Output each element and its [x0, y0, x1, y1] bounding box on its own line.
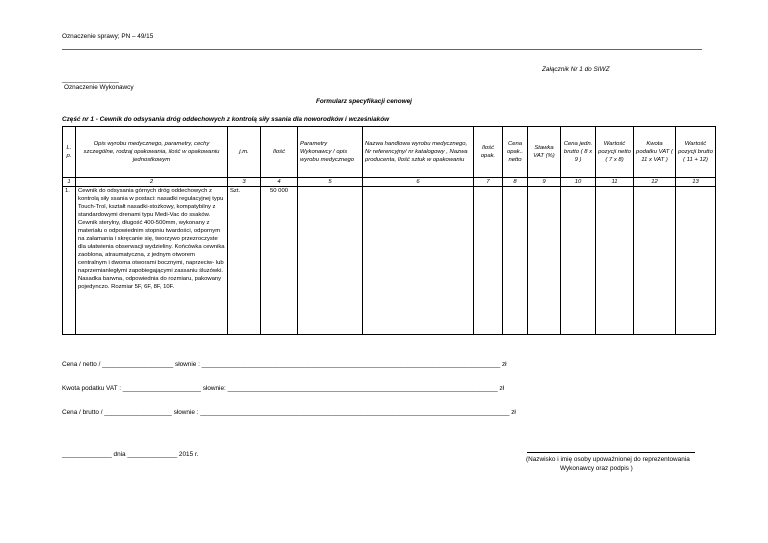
part-title: Część nr 1 - Cewnik do odsysania dróg oddechowych z kontrolą siły ssania dla noworodków i wcześniaków	[62, 116, 390, 123]
signature-line	[527, 452, 695, 453]
col-cena-jedn-header: Cena jedn. brutto ( 8 x 9 )	[561, 127, 596, 178]
row-wartosc-netto-cell	[596, 187, 634, 335]
col-number: 6	[363, 178, 474, 187]
col-lp-header: L. p.	[63, 127, 76, 178]
col-nazwa-header: Nazwa handlowa wyrobu medycznego, Nr referencyjny/ nr katalogowy , Nazwa producenta, Ilość sztuk w opakowaniu	[363, 127, 474, 178]
signature-label: (Nazwisko i imię osoby upoważnionej do reprezentowania	[526, 456, 690, 463]
column-number-row	[63, 178, 716, 187]
signature-label-2: Wykonawcy oraz podpis )	[560, 465, 633, 472]
col-number: 4	[261, 178, 298, 187]
row-description: Cewnik do odsysania górnych dróg oddechowych z kontrolą siły ssania w postaci: nasadki regulacyjnej typu Touch-Trol, kształt nasadki-stożkowy, kompatybilny z standardowymi drenami typu Medi-Vac do ssaków. Cewnik sterylny, długość 400-500mm, wykonany z materiału o odpowiednim stopniu twardości, odpornym na załamania i skręcanie się, tworzywo przezroczyste dla ułatwienia obserwacji wydzieliny. Końcówka cewnika zaoblona, atraumatyczna, z jednym otworem centralnym i dwoma otworami bocznymi, naprzeciw- lub naprzemianległymi zapobiegającymi zassaniu śluzówki. Nasadka barwna, odpowiednia do rozmiaru, pakowany pojedynczo. Rozmiar 5F, 6F, 8F, 10F.	[76, 187, 228, 335]
total-vat-line: Kwota podatku VAT : ______________________ słownie: ____________________________________________________________________________ zł	[62, 385, 505, 392]
col-kwota-vat-header: Kwota podatku VAT ( 11 x VAT )	[634, 127, 676, 178]
contractor-blank: ________________	[62, 76, 119, 83]
col-opis-header: Opis wyrobu medycznego, parametry, cechy szczególne, rodzaj opakowania, ilość w opakowaniu jednostkowym	[76, 127, 228, 178]
price-spec-table	[62, 126, 716, 335]
col-parametry-header: Parametry Wykonawcy / opis wyrobu medycznego	[298, 127, 363, 178]
row-cena-opak-cell	[503, 187, 528, 335]
row-lp: 1.	[63, 187, 76, 335]
col-number: 2	[76, 178, 228, 187]
col-number: 1	[63, 178, 76, 187]
row-ilosc-opak-cell	[474, 187, 503, 335]
col-wartosc-netto-header: Wartość pozycji netto ( 7 x 8)	[596, 127, 634, 178]
table-row	[63, 187, 716, 335]
col-ilosc-opak-header: Ilość opak.	[474, 127, 503, 178]
col-number: 9	[528, 178, 561, 187]
col-cena-opak-header: Cena opak.. netto	[503, 127, 528, 178]
form-title: Formularz specyfikacji cenowej	[316, 98, 412, 105]
col-wartosc-brutto-header: Wartość pozycji brutto ( 11 + 12)	[676, 127, 716, 178]
contractor-label: Oznaczenie Wykonawcy	[64, 84, 134, 91]
row-stawka-vat-cell	[528, 187, 561, 335]
row-jm: Szt.	[228, 187, 261, 335]
col-number: 12	[634, 178, 676, 187]
row-wartosc-brutto-cell	[676, 187, 716, 335]
col-number: 10	[561, 178, 596, 187]
col-number: 11	[596, 178, 634, 187]
total-brutto-line: Cena / brutto / ___________________ słownie : _______________________________________________________________________________________ zł	[62, 409, 516, 416]
total-netto-line: Cena / netto / ____________________ słownie : ____________________________________________________________________________________ zł	[62, 361, 507, 368]
row-ilosc: 50 000	[261, 187, 298, 335]
date-line: ______________ dnia ______________ 2015 r.	[62, 451, 199, 458]
table-header-row	[63, 127, 716, 178]
col-number: 3	[228, 178, 261, 187]
row-kwota-vat-cell	[634, 187, 676, 335]
attachment-label: Załącznik Nr 1 do SIWZ	[542, 66, 610, 73]
col-jm-header: j.m.	[228, 127, 261, 178]
col-number: 13	[676, 178, 716, 187]
col-stawka-vat-header: Stawka VAT (%)	[528, 127, 561, 178]
row-cena-jedn-cell	[561, 187, 596, 335]
col-number: 5	[298, 178, 363, 187]
col-ilosc-header: Ilość	[261, 127, 298, 178]
case-mark: Oznaczenie sprawy; PN – 49/15	[62, 33, 154, 40]
row-nazwa-cell	[363, 187, 474, 335]
top-divider	[62, 49, 702, 50]
col-number: 7	[474, 178, 503, 187]
row-parametry-cell	[298, 187, 363, 335]
col-number: 8	[503, 178, 528, 187]
